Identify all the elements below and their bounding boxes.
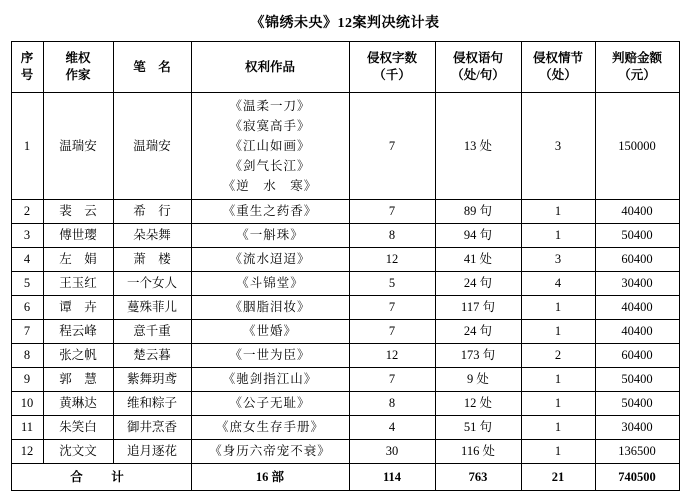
cell-infringing-sentences: 94 句 [435, 224, 521, 248]
cell-infringing-sentences: 173 句 [435, 344, 521, 368]
column-header-chars-line1: 侵权字数 [366, 51, 417, 66]
column-header-serial [11, 42, 43, 93]
total-infringing-plot: 21 [521, 464, 595, 491]
cell-serial: 1 [11, 93, 43, 200]
cell-penname: 一个女人 [113, 272, 191, 296]
table-row [11, 416, 679, 440]
cell-works [191, 93, 349, 200]
works-list [194, 97, 347, 196]
cell-infringing-plot: 1 [521, 200, 595, 224]
cell-penname: 追月逐花 [113, 440, 191, 464]
cell-infringing-sentences: 13 处 [435, 93, 521, 200]
column-header-serial-line1: 序 [20, 51, 34, 66]
total-infringing-sentences: 763 [435, 464, 521, 491]
cell-infringing-chars: 8 [349, 224, 435, 248]
cell-award-amount: 136500 [595, 440, 679, 464]
column-header-serial-line2: 号 [20, 68, 34, 82]
cell-serial: 10 [11, 392, 43, 416]
cell-infringing-plot: 2 [521, 344, 595, 368]
work-title: 《温柔一刀》 [229, 98, 311, 113]
cell-infringing-chars: 8 [349, 392, 435, 416]
table-header-row [11, 42, 679, 93]
column-header-amount-line2: （元） [618, 68, 656, 82]
cell-works: 《一斛珠》 [191, 224, 349, 248]
cell-infringing-sentences: 24 句 [435, 320, 521, 344]
table-row [11, 368, 679, 392]
cell-infringing-chars: 5 [349, 272, 435, 296]
cell-infringing-plot: 1 [521, 320, 595, 344]
work-title: 《寂寞高手》 [229, 118, 311, 133]
cell-penname: 楚云暮 [113, 344, 191, 368]
cell-infringing-plot: 1 [521, 440, 595, 464]
cell-infringing-chars: 7 [349, 296, 435, 320]
cell-author: 沈文文 [43, 440, 113, 464]
cell-penname: 蔓殊菲儿 [113, 296, 191, 320]
column-header-author-line2: 作家 [65, 68, 91, 82]
total-works: 16 部 [191, 464, 349, 491]
table-body [11, 93, 679, 491]
judgment-statistics-table [11, 41, 680, 491]
cell-award-amount: 50400 [595, 368, 679, 392]
cell-award-amount: 60400 [595, 344, 679, 368]
column-header-sentences-line1: 侵权语句 [452, 51, 503, 66]
column-header-author-line1: 维权 [65, 51, 91, 66]
cell-works: 《驰剑指江山》 [191, 368, 349, 392]
cell-infringing-plot: 1 [521, 368, 595, 392]
cell-works: 《流水迢迢》 [191, 248, 349, 272]
column-header-sentences-line2: （处/句） [451, 68, 505, 82]
table-row [11, 320, 679, 344]
table-row [11, 296, 679, 320]
column-header-works-line1: 权利作品 [244, 59, 295, 74]
page-title: 《锦绣未央》12案判决统计表 [250, 16, 440, 31]
cell-serial: 11 [11, 416, 43, 440]
column-header-infringing-plot [521, 42, 595, 93]
cell-infringing-sentences: 24 句 [435, 272, 521, 296]
cell-award-amount: 150000 [595, 93, 679, 200]
table-row [11, 440, 679, 464]
cell-infringing-plot: 3 [521, 248, 595, 272]
column-header-infringing-sentences [435, 42, 521, 93]
column-header-award-amount [595, 42, 679, 93]
table-row [11, 200, 679, 224]
cell-infringing-chars: 7 [349, 200, 435, 224]
cell-infringing-chars: 12 [349, 248, 435, 272]
cell-author: 裴 云 [43, 200, 113, 224]
cell-infringing-plot: 3 [521, 93, 595, 200]
cell-author: 张之帆 [43, 344, 113, 368]
column-header-infringing-chars [349, 42, 435, 93]
table-row [11, 248, 679, 272]
cell-serial: 12 [11, 440, 43, 464]
cell-works: 《身历六帝宠不衰》 [191, 440, 349, 464]
total-infringing-chars: 114 [349, 464, 435, 491]
cell-works: 《世婚》 [191, 320, 349, 344]
cell-award-amount: 40400 [595, 200, 679, 224]
column-header-author [43, 42, 113, 93]
column-header-plot-line2: （处） [539, 68, 577, 82]
table-row [11, 224, 679, 248]
cell-penname: 维和粽子 [113, 392, 191, 416]
total-award-amount: 740500 [595, 464, 679, 491]
cell-infringing-sentences: 117 句 [435, 296, 521, 320]
cell-serial: 7 [11, 320, 43, 344]
column-header-penname-line1: 笔 名 [133, 59, 171, 74]
cell-author: 谭 卉 [43, 296, 113, 320]
column-header-penname [113, 42, 191, 93]
cell-author: 程云峰 [43, 320, 113, 344]
column-header-chars-line2: （千） [373, 68, 411, 82]
cell-infringing-plot: 1 [521, 416, 595, 440]
table-total-row [11, 464, 679, 491]
work-title: 《剑气长江》 [229, 159, 311, 174]
cell-infringing-plot: 1 [521, 296, 595, 320]
cell-serial: 3 [11, 224, 43, 248]
work-title: 《逆 水 寒》 [222, 179, 318, 194]
work-title: 《江山如画》 [229, 138, 311, 153]
cell-award-amount: 50400 [595, 224, 679, 248]
cell-award-amount: 40400 [595, 320, 679, 344]
cell-infringing-sentences: 51 句 [435, 416, 521, 440]
cell-penname: 朵朵舞 [113, 224, 191, 248]
cell-infringing-plot: 1 [521, 392, 595, 416]
cell-award-amount: 50400 [595, 392, 679, 416]
cell-infringing-sentences: 89 句 [435, 200, 521, 224]
column-header-amount-line1: 判赔金额 [611, 51, 662, 66]
column-header-plot-line1: 侵权情节 [532, 51, 583, 66]
table-row [11, 93, 679, 200]
cell-penname: 御井烹香 [113, 416, 191, 440]
column-header-works [191, 42, 349, 93]
cell-penname: 希 行 [113, 200, 191, 224]
cell-author: 温瑞安 [43, 93, 113, 200]
cell-serial: 6 [11, 296, 43, 320]
cell-works: 《一世为臣》 [191, 344, 349, 368]
cell-serial: 5 [11, 272, 43, 296]
cell-infringing-plot: 4 [521, 272, 595, 296]
cell-infringing-chars: 4 [349, 416, 435, 440]
cell-author: 郭 慧 [43, 368, 113, 392]
cell-works: 《胭脂泪妆》 [191, 296, 349, 320]
cell-infringing-chars: 7 [349, 93, 435, 200]
total-label: 合 计 [11, 464, 191, 491]
cell-works: 《庶女生存手册》 [191, 416, 349, 440]
table-header [11, 42, 679, 93]
cell-award-amount: 30400 [595, 272, 679, 296]
cell-penname: 意千重 [113, 320, 191, 344]
cell-infringing-chars: 30 [349, 440, 435, 464]
cell-infringing-sentences: 12 处 [435, 392, 521, 416]
cell-penname: 温瑞安 [113, 93, 191, 200]
cell-award-amount: 30400 [595, 416, 679, 440]
cell-author: 傅世璎 [43, 224, 113, 248]
cell-infringing-sentences: 9 处 [435, 368, 521, 392]
cell-serial: 2 [11, 200, 43, 224]
cell-infringing-chars: 7 [349, 320, 435, 344]
cell-award-amount: 60400 [595, 248, 679, 272]
cell-serial: 4 [11, 248, 43, 272]
cell-infringing-sentences: 116 处 [435, 440, 521, 464]
cell-author: 左 娟 [43, 248, 113, 272]
cell-author: 朱笑白 [43, 416, 113, 440]
table-row [11, 344, 679, 368]
table-row [11, 272, 679, 296]
cell-serial: 9 [11, 368, 43, 392]
cell-works: 《斗锦堂》 [191, 272, 349, 296]
cell-penname: 萧 楼 [113, 248, 191, 272]
cell-author: 王玉红 [43, 272, 113, 296]
cell-works: 《公子无耻》 [191, 392, 349, 416]
cell-infringing-chars: 7 [349, 368, 435, 392]
cell-works: 《重生之药香》 [191, 200, 349, 224]
cell-penname: 紫舞玥鸢 [113, 368, 191, 392]
cell-infringing-chars: 12 [349, 344, 435, 368]
cell-serial: 8 [11, 344, 43, 368]
table-row [11, 392, 679, 416]
cell-author: 黄琳达 [43, 392, 113, 416]
cell-infringing-plot: 1 [521, 224, 595, 248]
cell-infringing-sentences: 41 处 [435, 248, 521, 272]
cell-award-amount: 40400 [595, 296, 679, 320]
